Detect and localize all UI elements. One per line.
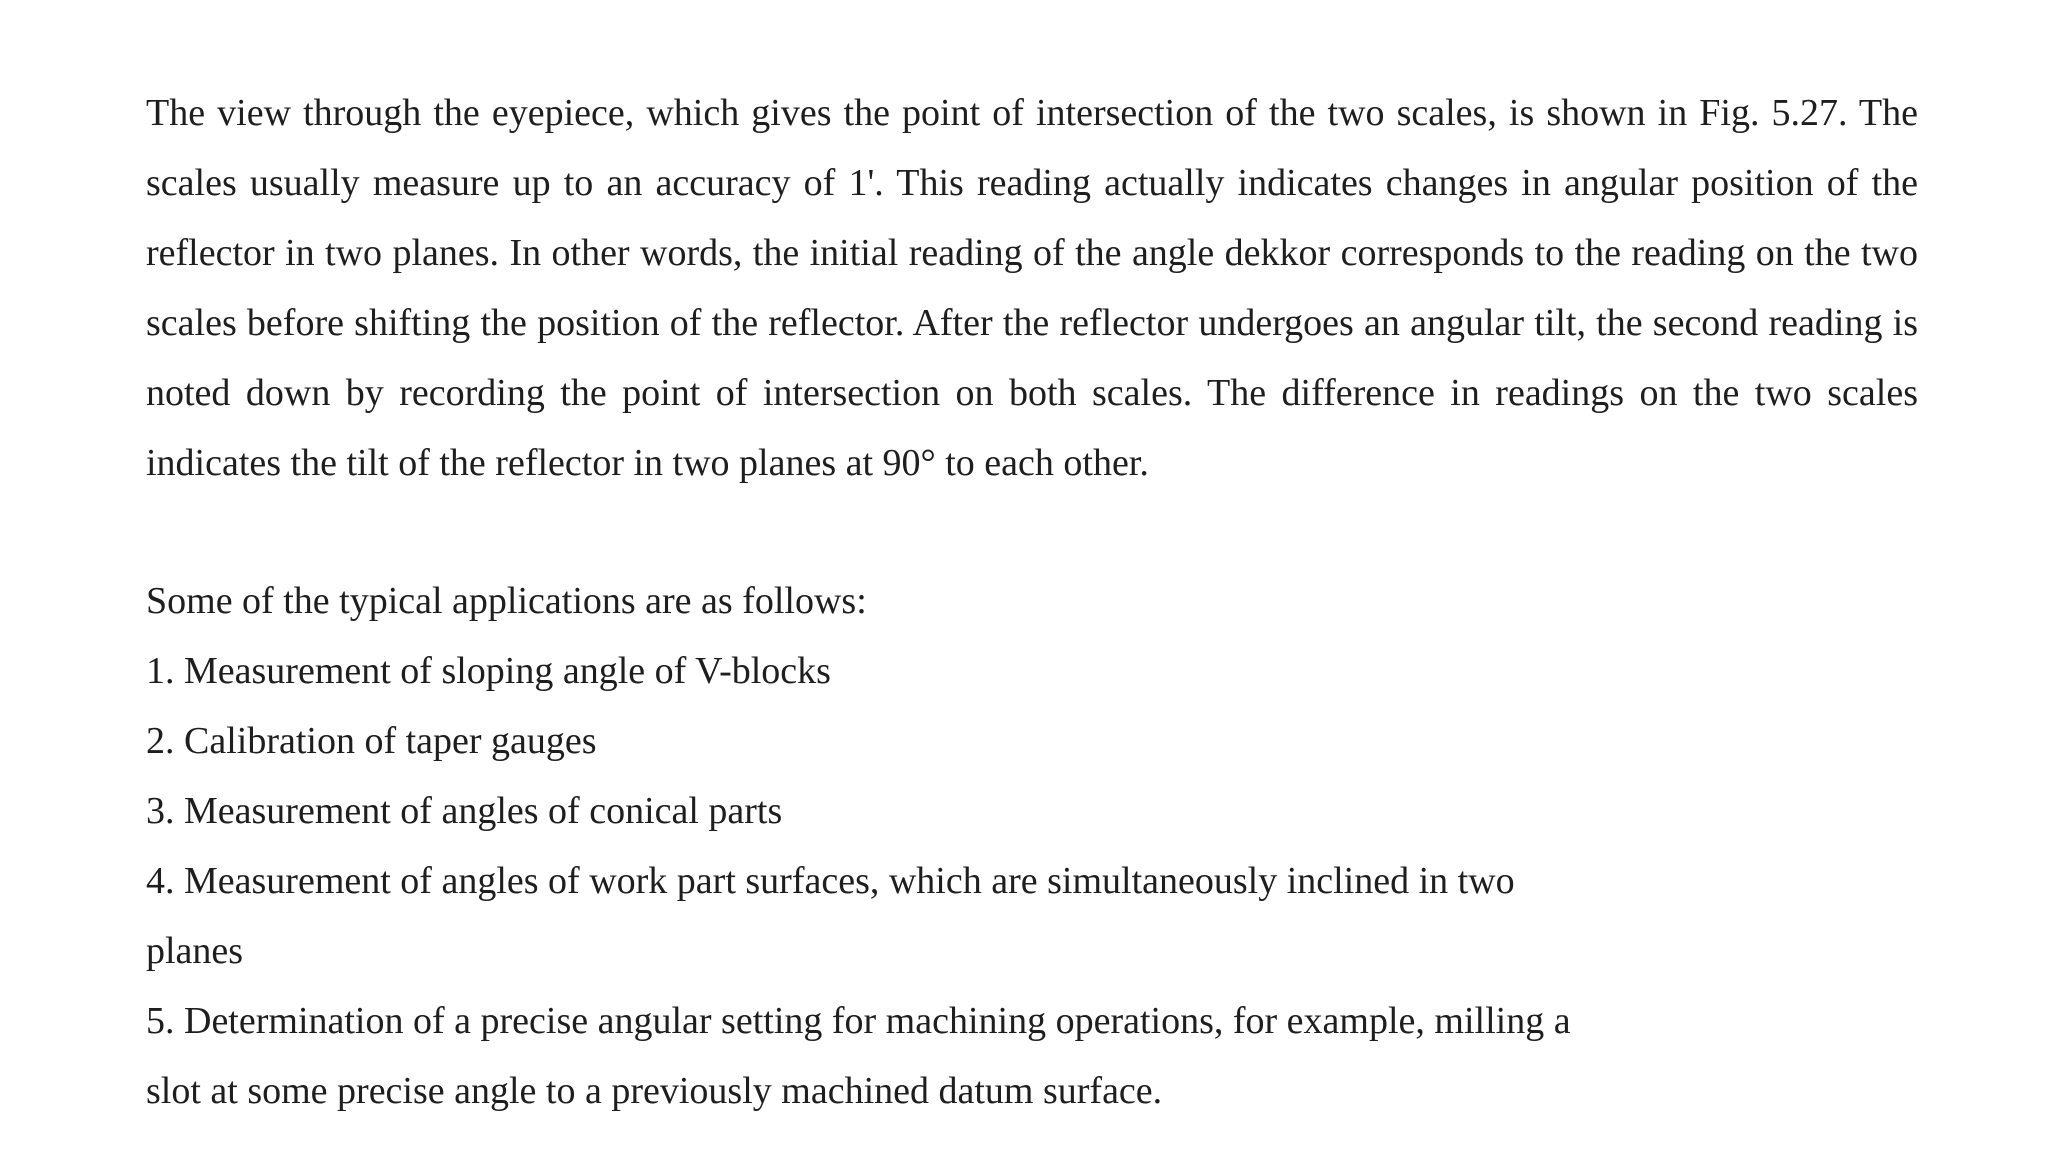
application-item-5: 5. Determination of a precise angular setting for machining operations, for example, milling a slot at some precise angle to a previously machined datum surface.	[146, 1000, 1571, 1112]
applications-intro: Some of the typical applications are as follows:	[146, 580, 867, 622]
application-item-2: 2. Calibration of taper gauges	[146, 720, 597, 762]
document-body	[146, 78, 1918, 1126]
application-item-4: 4. Measurement of angles of work part surfaces, which are simultaneously inclined in two planes	[146, 860, 1515, 972]
application-item-3: 3. Measurement of angles of conical parts	[146, 790, 783, 832]
applications-list	[146, 636, 1918, 1126]
application-item-1: 1. Measurement of sloping angle of V-blocks	[146, 650, 831, 692]
body-paragraph: The view through the eyepiece, which gives the point of intersection of the two scales, is shown in Fig. 5.27. The scales usually measure up to an accuracy of 1'. This reading actually indicates changes in angular position of the reflector in two planes. In other words, the initial reading of the angle dekkor corresponds to the reading on the two scales before shifting the position of the reflector. After the reflector undergoes an angular tilt, the second reading is noted down by recording the point of intersection on both scales. The difference in readings on the two scales indicates the tilt of the reflector in two planes at 90° to each other.	[146, 92, 1918, 484]
